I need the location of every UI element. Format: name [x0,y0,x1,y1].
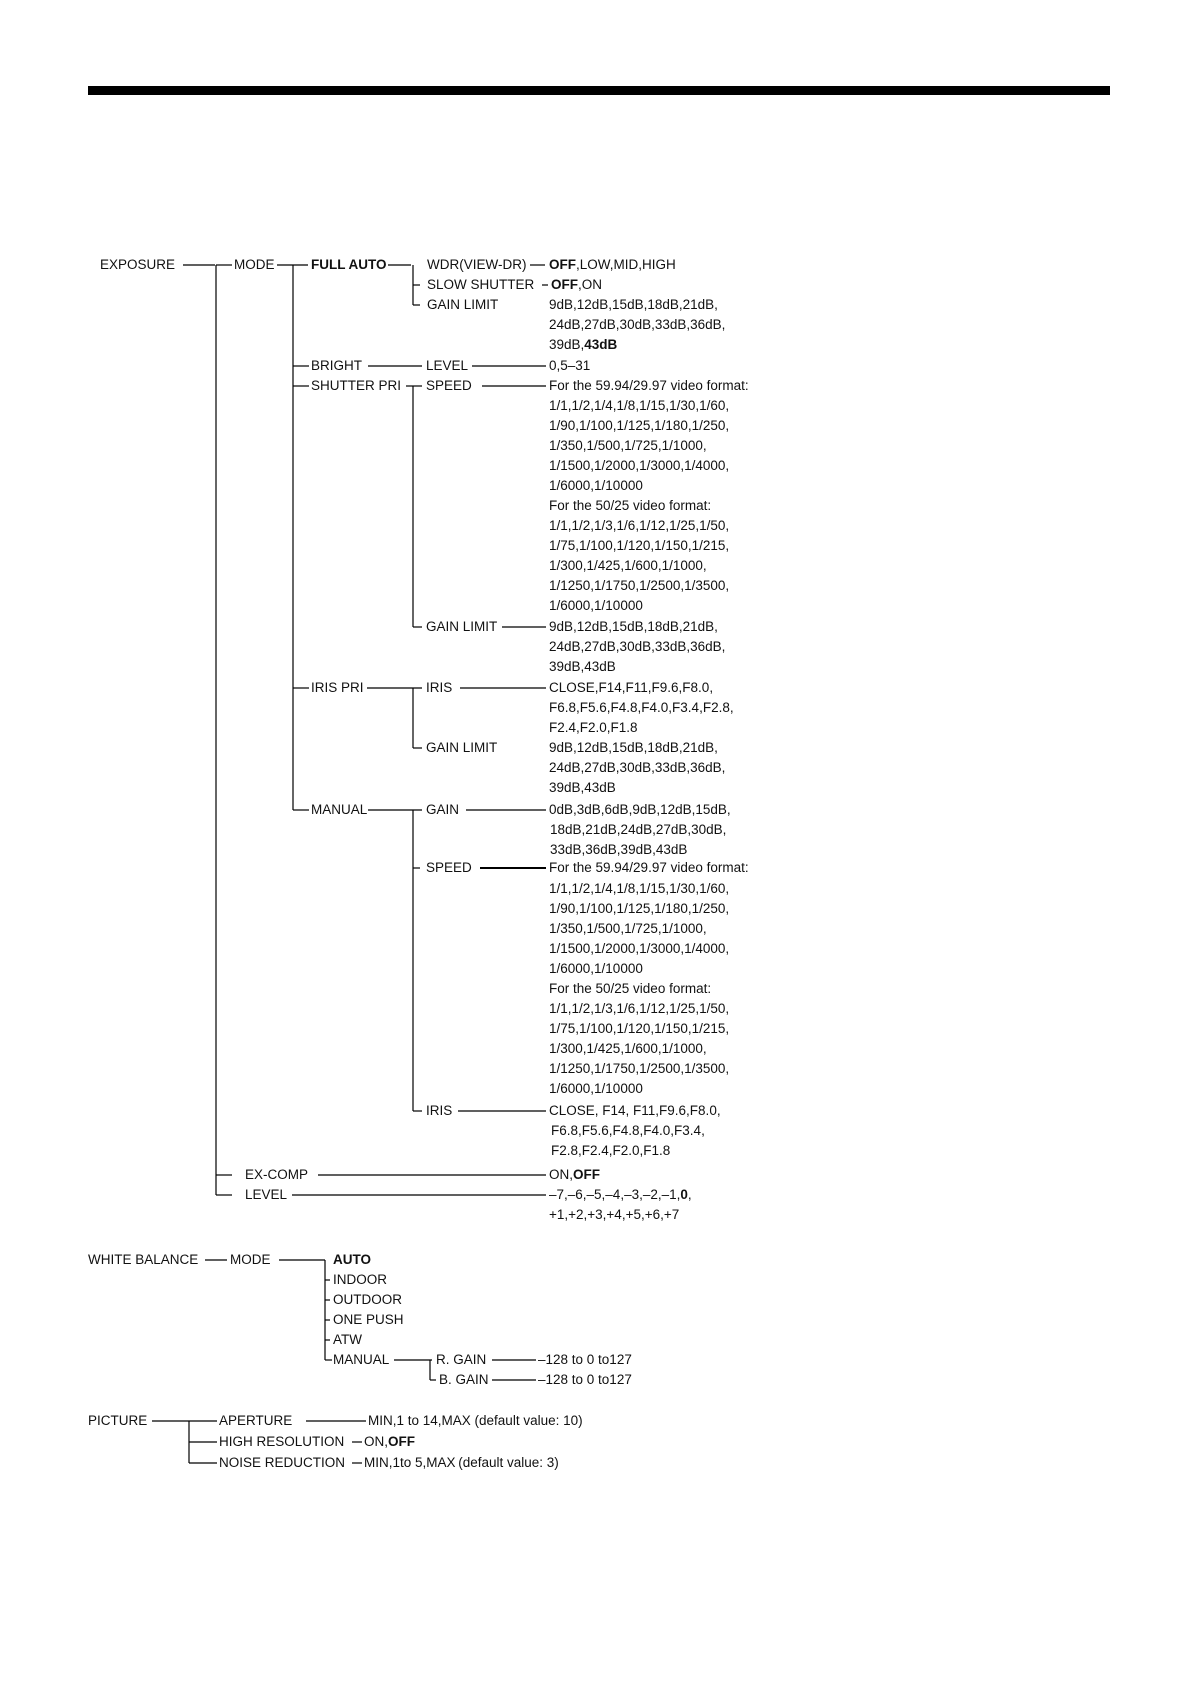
shutter-pri-speed-line-6: 1/6000,1/10000 [549,478,643,493]
high-resolution-default: OFF [388,1434,416,1449]
aperture-label: APERTURE [219,1413,293,1428]
wdr-values [549,257,676,273]
level-prefix: –7,–6,–5,–4,–3,–2,–1, [549,1187,681,1202]
manual-speed-line-2: 1/1,1/2,1/4,1/8,1/15,1/30,1/60, [549,881,730,896]
bright-level-label: LEVEL [426,358,469,373]
wdr-options: ,LOW,MID,HIGH [576,257,676,272]
wb-b-gain-label: B. GAIN [439,1372,489,1387]
shutter-pri-speed-line-10: 1/300,1/425,1/600,1/1000, [549,558,707,573]
wb-mode-label: MODE [230,1252,271,1267]
iris-pri-gain-limit-line-3: 39dB,43dB [549,780,616,795]
wb-outdoor: OUTDOOR [333,1292,402,1307]
shutter-pri-gain-limit-label: GAIN LIMIT [426,619,498,634]
manual-gain-line-3: 33dB,36dB,39dB,43dB [550,842,688,857]
gain-limit-prefix: 39dB, [549,337,585,352]
iris-pri-iris-line-1: CLOSE,F14,F11,F9.6,F8.0, [549,680,714,695]
ex-comp-prefix: ON, [549,1167,574,1182]
full-auto-label: FULL AUTO [311,257,387,272]
manual-speed-line-3: 1/90,1/100,1/125,1/180,1/250, [549,901,730,916]
exposure-level-label: LEVEL [245,1187,288,1202]
manual-gain-line-1: 0dB,3dB,6dB,9dB,12dB,15dB, [549,802,731,817]
shutter-pri-speed-line-3: 1/90,1/100,1/125,1/180,1/250, [549,418,730,433]
wb-auto: AUTO [333,1252,372,1267]
wdr-label: WDR(VIEW-DR) [427,257,527,272]
manual-speed-line-5: 1/1500,1/2000,1/3000,1/4000, [549,941,730,956]
high-resolution-prefix: ON, [364,1434,389,1449]
manual-speed-line-6: 1/6000,1/10000 [549,961,643,976]
slow-shutter-values [551,277,602,293]
shutter-pri-speed-line-9: 1/75,1/100,1/120,1/150,1/215, [549,538,730,553]
manual-iris-label: IRIS [426,1103,453,1118]
wb-atw: ATW [333,1332,362,1347]
shutter-pri-speed-line-7: For the 50/25 video format: [549,498,712,513]
ex-comp-default: OFF [573,1167,601,1182]
manual-speed-line-8: 1/1,1/2,1/3,1/6,1/12,1/25,1/50, [549,1001,730,1016]
shutter-pri-speed-label: SPEED [426,378,472,393]
ex-comp-label: EX-COMP [245,1167,309,1182]
shutter-pri-gain-limit-line-3: 39dB,43dB [549,659,616,674]
wb-r-gain-label: R. GAIN [436,1352,487,1367]
iris-pri-gain-limit-line-2: 24dB,27dB,30dB,33dB,36dB, [549,760,726,775]
wb-one-push: ONE PUSH [333,1312,404,1327]
level-suffix: , [687,1187,692,1202]
exposure-mode-label: MODE [234,257,275,272]
slow-shutter-default: OFF [551,277,578,292]
manual-gain-label: GAIN [426,802,460,817]
slow-shutter-options: ,ON [578,277,603,292]
shutter-pri-speed-line-11: 1/1250,1/1750,1/2500,1/3500, [549,578,730,593]
aperture-value: MIN,1 to 14,MAX (default value: 10) [368,1413,583,1428]
manual-label: MANUAL [311,802,368,817]
wb-manual: MANUAL [333,1352,390,1367]
iris-pri-iris-line-3: F2.4,F2.0,F1.8 [549,720,638,735]
noise-reduction-label: NOISE REDUCTION [219,1455,346,1470]
manual-iris-line-2: F6.8,F5.6,F4.8,F4.0,F3.4, [551,1123,705,1138]
wb-indoor: INDOOR [333,1272,387,1287]
exposure-title: EXPOSURE [100,257,176,272]
wdr-default: OFF [549,257,576,272]
shutter-pri-speed-line-8: 1/1,1/2,1/3,1/6,1/12,1/25,1/50, [549,518,730,533]
manual-iris-line-3: F2.8,F2.4,F2.0,F1.8 [551,1143,671,1158]
noise-reduction-value: MIN,1to 5,MAX (default value: 3) [364,1455,559,1470]
picture-title: PICTURE [88,1413,148,1428]
manual-speed-line-7: For the 50/25 video format: [549,981,712,996]
shutter-pri-label: SHUTTER PRI [311,378,402,393]
exposure-level-line-1 [549,1187,692,1203]
manual-speed-line-9: 1/75,1/100,1/120,1/150,1/215, [549,1021,730,1036]
white-balance-title: WHITE BALANCE [88,1252,199,1267]
shutter-pri-gain-limit-line-1: 9dB,12dB,15dB,18dB,21dB, [549,619,718,634]
wb-b-gain-value: –128 to 0 to127 [538,1372,632,1387]
full-auto-gain-limit-line-2: 24dB,27dB,30dB,33dB,36dB, [549,317,726,332]
shutter-pri-speed-line-2: 1/1,1/2,1/4,1/8,1/15,1/30,1/60, [549,398,730,413]
high-resolution-values [364,1434,415,1450]
bright-label: BRIGHT [311,358,363,373]
iris-pri-label: IRIS PRI [311,680,364,695]
iris-pri-gain-limit-label: GAIN LIMIT [426,740,498,755]
ex-comp-values [549,1167,600,1183]
iris-pri-gain-limit-line-1: 9dB,12dB,15dB,18dB,21dB, [549,740,718,755]
manual-speed-line-1: For the 59.94/29.97 video format: [549,860,749,875]
full-auto-gain-limit-line-1: 9dB,12dB,15dB,18dB,21dB, [549,297,718,312]
bright-level-value: 0,5–31 [549,358,591,373]
full-auto-gain-limit-line-3 [549,337,617,353]
manual-speed-line-12: 1/6000,1/10000 [549,1081,643,1096]
level-default: 0 [680,1187,688,1202]
shutter-pri-speed-line-5: 1/1500,1/2000,1/3000,1/4000, [549,458,730,473]
slow-shutter-label: SLOW SHUTTER [427,277,535,292]
full-auto-gain-limit-label: GAIN LIMIT [427,297,499,312]
iris-pri-iris-label: IRIS [426,680,453,695]
shutter-pri-speed-line-4: 1/350,1/500,1/725,1/1000, [549,438,707,453]
shutter-pri-gain-limit-line-2: 24dB,27dB,30dB,33dB,36dB, [549,639,726,654]
exposure-level-line-2: +1,+2,+3,+4,+5,+6,+7 [549,1207,680,1222]
wb-r-gain-value: –128 to 0 to127 [538,1352,632,1367]
shutter-pri-speed-line-1: For the 59.94/29.97 video format: [549,378,749,393]
manual-iris-line-1: CLOSE, F14, F11,F9.6,F8.0, [549,1103,721,1118]
manual-speed-line-4: 1/350,1/500,1/725,1/1000, [549,921,707,936]
gain-limit-default: 43dB [584,337,618,352]
manual-speed-line-11: 1/1250,1/1750,1/2500,1/3500, [549,1061,730,1076]
manual-speed-label: SPEED [426,860,472,875]
iris-pri-iris-line-2: F6.8,F5.6,F4.8,F4.0,F3.4,F2.8, [549,700,734,715]
shutter-pri-speed-line-12: 1/6000,1/10000 [549,598,643,613]
high-resolution-label: HIGH RESOLUTION [219,1434,345,1449]
manual-speed-line-10: 1/300,1/425,1/600,1/1000, [549,1041,707,1056]
manual-gain-line-2: 18dB,21dB,24dB,27dB,30dB, [550,822,727,837]
